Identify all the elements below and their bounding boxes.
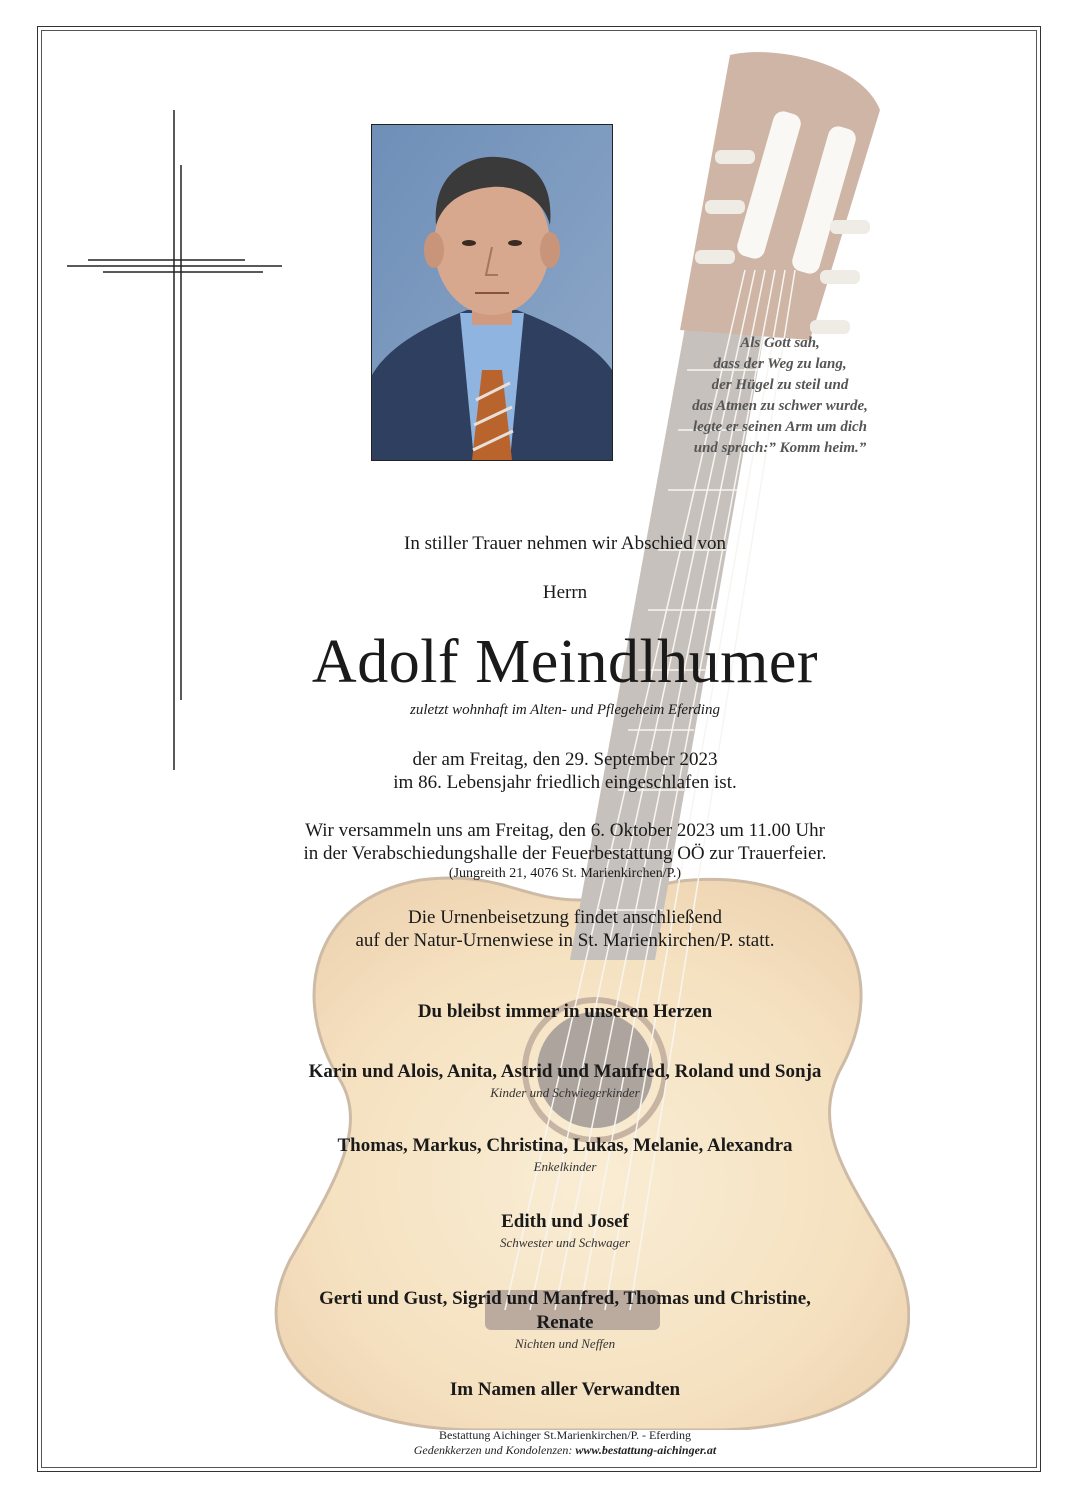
condolence-line — [200, 1443, 930, 1458]
mourner-relation: Schwester und Schwager — [500, 1235, 630, 1250]
poem — [655, 333, 905, 459]
closing-line: Im Namen aller Verwandten — [449, 1379, 681, 1400]
mourner-names: Gerti und Gust, Sigrid und Manfred, Thomas und Christine, — [319, 1288, 811, 1309]
mourner-names: Thomas, Markus, Christina, Lukas, Melanie, Alexandra — [337, 1135, 793, 1156]
mourner-relation: Enkelkinder — [533, 1159, 597, 1174]
death-date-line: der am Freitag, den 29. September 2023 — [412, 749, 718, 770]
portrait-photo — [371, 124, 613, 461]
poem-line: Als Gott sah, — [740, 335, 820, 351]
mourner-relation: Kinder und Schwiegerkinder — [490, 1085, 640, 1100]
urn-line-2: auf der Natur-Urnenwiese in St. Marienkirchen/P. statt. — [355, 930, 775, 951]
salutation: Herrn — [542, 582, 588, 603]
poem-line: dass der Weg zu lang, — [713, 356, 847, 372]
gathering-line-2: in der Verabschiedungshalle der Feuerbestattung OÖ zur Trauerfeier. — [303, 843, 827, 864]
poem-line: und sprach:” Komm heim.” — [693, 440, 867, 456]
motto: Du bleibst immer in unseren Herzen — [417, 1001, 713, 1022]
mourner-names: Edith und Josef — [501, 1211, 629, 1232]
urn-line-1: Die Urnenbeisetzung findet anschließend — [408, 907, 722, 928]
venue-address: (Jungreith 21, 4076 St. Marienkirchen/P.) — [448, 866, 682, 881]
mourner-names: Karin und Alois, Anita, Astrid und Manfred, Roland und Sonja — [308, 1061, 822, 1082]
poem-line: das Atmen zu schwer wurde, — [692, 398, 868, 414]
poem-line: der Hügel zu steil und — [711, 377, 849, 393]
intro-text: In stiller Trauer nehmen wir Abschied von — [404, 533, 726, 554]
deceased-name: Adolf Meindlhumer — [311, 628, 819, 696]
mourner-names: Renate — [536, 1312, 594, 1333]
condolence-label: Gedenkkerzen und Kondolenzen: — [413, 1443, 576, 1457]
death-age-line: im 86. Lebensjahr friedlich eingeschlafen ist. — [393, 772, 737, 793]
funeral-home: Bestattung Aichinger St.Marienkirchen/P. - Eferding — [439, 1428, 691, 1442]
mourner-relation: Nichten und Neffen — [514, 1336, 616, 1351]
residence-text: zuletzt wohnhaft im Alten- und Pflegeheim Eferding — [410, 702, 720, 718]
website-link[interactable]: www.bestattung-aichinger.at — [575, 1443, 717, 1457]
gathering-line-1: Wir versammeln uns am Freitag, den 6. Oktober 2023 um 11.00 Uhr — [305, 820, 825, 841]
poem-line: legte er seinen Arm um dich — [692, 419, 868, 435]
